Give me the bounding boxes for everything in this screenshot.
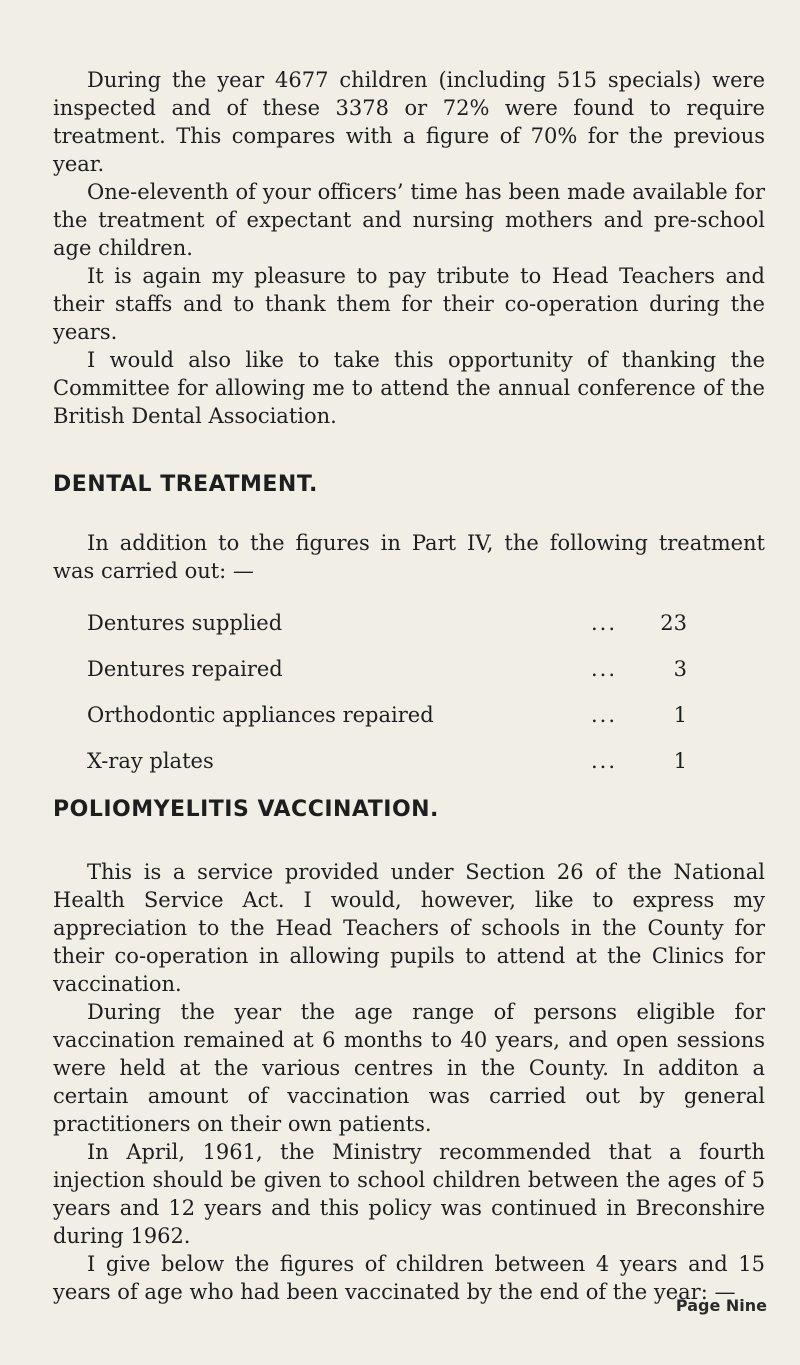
paragraph-dental-intro: In addition to the figures in Part IV, the following treatment was carried out: —: [53, 531, 765, 583]
paragraph-polio-fourth-injection: In April, 1961, the Ministry recommended that a fourth injection should be given to school children between the ages of 5 years and 12 years and this policy was continued in Breconshire during 1962.: [53, 1140, 765, 1248]
paragraph-polio-age-range: During the year the age range of persons eligible for vaccination remained at 6 months to 40 years, and open sessions were held at the various centres in the County. In additon a certain amount of vaccination was carried out by general practitioners on their own patients.: [53, 1000, 765, 1136]
paragraph-officers-time: One-eleventh of your officers’ time has been made available for the treatment of expectant and nursing mothers and pre-school age children.: [53, 180, 765, 260]
table-row: [87, 747, 687, 793]
table-row: [87, 655, 687, 701]
paragraph-polio-figures: I give below the figures of children between 4 years and 15 years of age who had been vaccinated by the end of the year: —: [53, 1252, 765, 1304]
dot-leader: ...: [591, 657, 618, 681]
row-value: 1: [673, 703, 687, 727]
row-label: Dentures supplied: [87, 611, 283, 635]
paragraph-conference: I would also like to take this opportunity of thanking the Committee for allowing me to attend the annual conference of the British Dental Association.: [53, 348, 765, 428]
table-row: [87, 609, 687, 655]
row-value: 1: [673, 749, 687, 773]
row-label: Orthodontic appliances repaired: [87, 703, 434, 727]
row-label: Dentures repaired: [87, 657, 283, 681]
row-label: X-ray plates: [87, 749, 214, 773]
page-content: [53, 66, 765, 1306]
page-number: Page Nine: [675, 1296, 767, 1315]
paragraph-polio-service: This is a service provided under Section 26 of the National Health Service Act. I would, however, like to express my appreciation to the Head Teachers of schools in the County for their co-operation in allowing pupils to attend at the Clinics for vaccination.: [53, 860, 765, 996]
row-value: 23: [660, 611, 687, 635]
paragraph-inspection: During the year 4677 children (including 515 specials) were inspected and of these 3378 or 72% were found to require treatment. This compares with a figure of 70% for the previous year.: [53, 68, 765, 176]
table-row: [87, 701, 687, 747]
paragraph-tribute: It is again my pleasure to pay tribute to Head Teachers and their staffs and to thank them for their co-operation during the years.: [53, 264, 765, 344]
row-value: 3: [673, 657, 687, 681]
section-heading-polio: POLIOMYELITIS VACCINATION.: [53, 797, 439, 822]
dot-leader: ...: [591, 611, 618, 635]
dental-treatment-table: [87, 609, 687, 793]
dot-leader: ...: [591, 749, 618, 773]
dot-leader: ...: [591, 703, 618, 727]
section-heading-dental: DENTAL TREATMENT.: [53, 472, 318, 497]
